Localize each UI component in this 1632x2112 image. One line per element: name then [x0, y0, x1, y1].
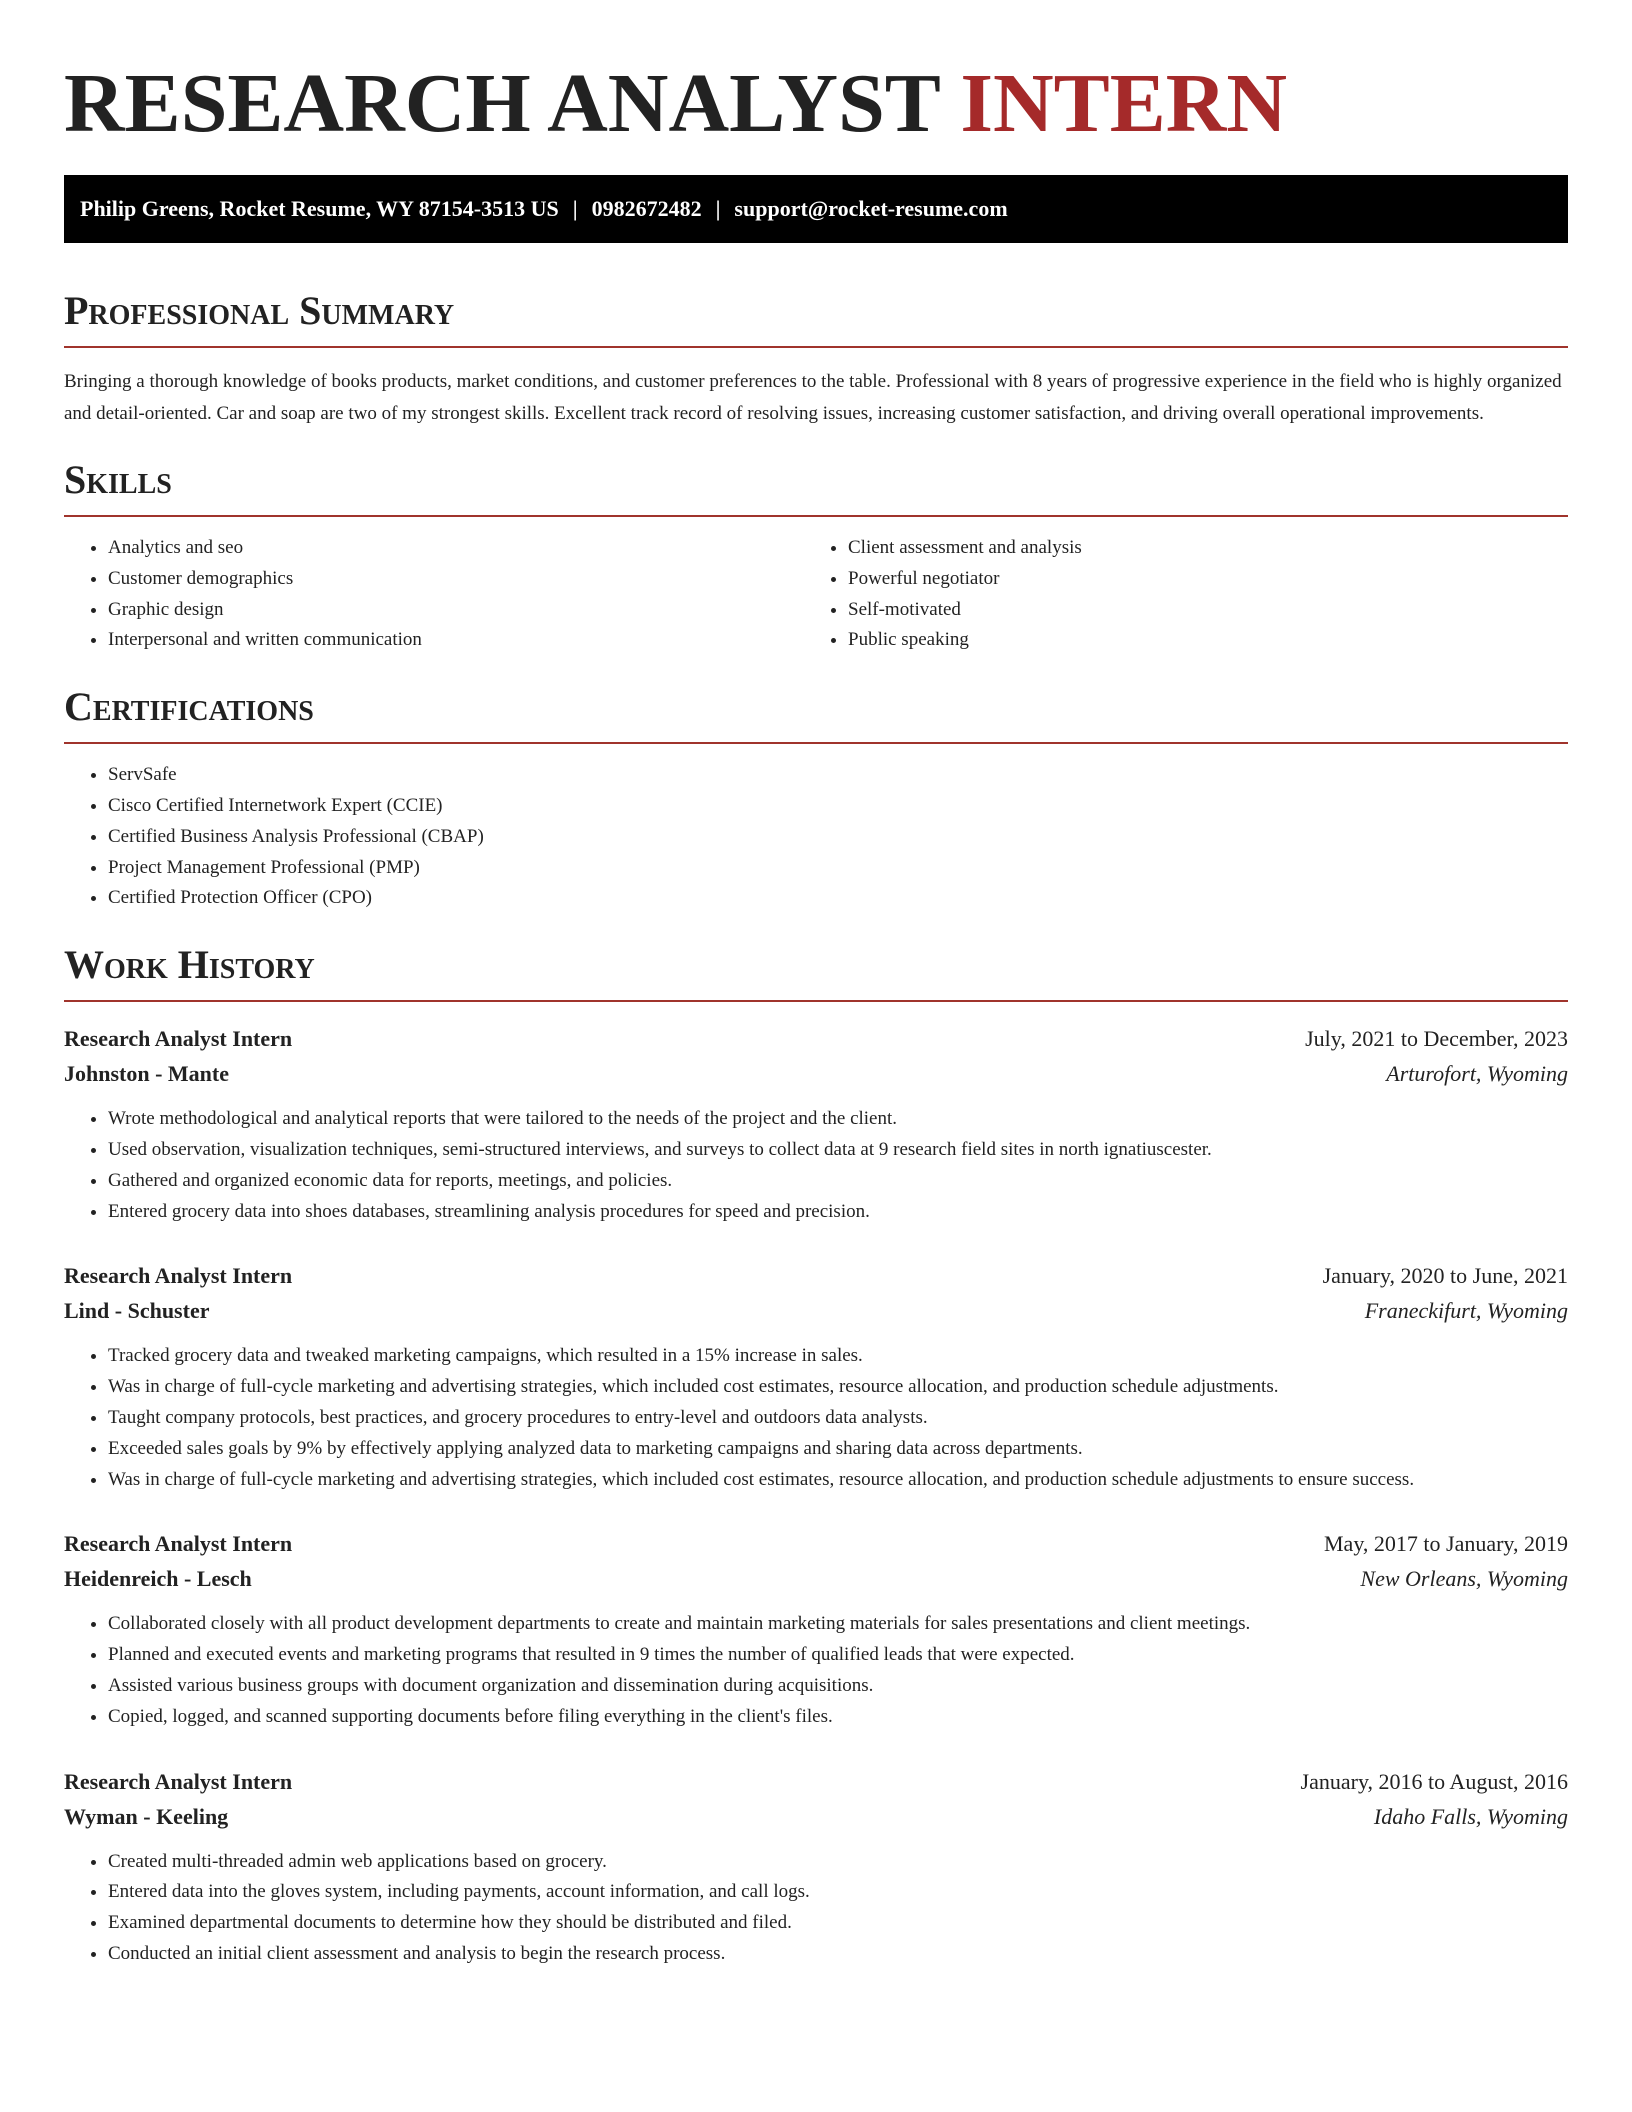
job-company: Lind - Schuster	[64, 1298, 210, 1324]
job-bullet: • Taught company protocols, best practices, and grocery procedures to entry-level and outdoors data analysts.	[108, 1403, 1568, 1434]
job-subheader	[64, 1799, 1568, 1835]
skill-item: • Client assessment and analysis	[848, 533, 1544, 564]
job-title: Research Analyst Intern	[64, 1768, 293, 1794]
job-company: Johnston - Mante	[64, 1061, 230, 1087]
summary-text: Bringing a thorough knowledge of books products, market conditions, and customer preferences to the table. Professional with 8 years of progressive experience in the field who is highly organized and detail-oriented. Car and soap are two of my strongest skills. Excellent track record of resolving issues, increasing customer satisfaction, and driving overall operational improvements.	[64, 371, 1562, 424]
skill-item: • Self-motivated	[848, 595, 1544, 626]
contact-email: support@rocket-resume.com	[734, 196, 1008, 221]
job-entry	[64, 1527, 1568, 1732]
job-bullets	[64, 1609, 1568, 1732]
job-bullet: • Wrote methodological and analytical reports that were tailored to the needs of the project and the client.	[108, 1104, 1568, 1135]
job-bullet: • Copied, logged, and scanned supporting documents before filing everything in the client's files.	[108, 1702, 1568, 1733]
certification-item: • Certified Business Analysis Professional (CBAP)	[108, 822, 1568, 853]
job-dates: January, 2020 to June, 2021	[1322, 1263, 1568, 1289]
skills-columns	[64, 533, 1568, 656]
job-company: Wyman - Keeling	[64, 1803, 229, 1829]
job-bullets	[64, 1104, 1568, 1227]
job-bullet: • Planned and executed events and marketing programs that resulted in 9 times the number of qualified leads that were expected.	[108, 1640, 1568, 1671]
section-divider	[64, 742, 1568, 744]
job-dates: May, 2017 to January, 2019	[1324, 1531, 1568, 1557]
job-subheader	[64, 1293, 1568, 1329]
contact-phone: 0982672482	[591, 196, 702, 221]
job-subheader	[64, 1056, 1568, 1092]
skills-right-column	[804, 533, 1544, 656]
job-bullet: • Was in charge of full-cycle marketing and advertising strategies, which included cost estimates, resource allocation, and production schedule adjustments.	[108, 1372, 1568, 1403]
job-bullet: • Created multi-threaded admin web applications based on grocery.	[108, 1847, 1568, 1878]
job-subheader	[64, 1561, 1568, 1597]
job-header	[64, 1765, 1568, 1799]
title-accent: INTERN	[960, 57, 1288, 150]
certification-item: • Project Management Professional (PMP)	[108, 853, 1568, 884]
skill-item: • Analytics and seo	[108, 533, 804, 564]
job-entry	[64, 1765, 1568, 1970]
contact-bar	[64, 175, 1568, 243]
job-location: Franeckifurt, Wyoming	[1364, 1298, 1568, 1324]
job-location: Idaho Falls, Wyoming	[1373, 1803, 1568, 1829]
job-title: Research Analyst Intern	[64, 1263, 293, 1289]
job-header	[64, 1259, 1568, 1293]
job-bullet: • Tracked grocery data and tweaked marketing campaigns, which resulted in a 15% increase in sales.	[108, 1341, 1568, 1372]
contact-address: Philip Greens, Rocket Resume, WY 87154-3513 US	[80, 196, 559, 221]
skill-item: • Public speaking	[848, 625, 1544, 656]
certification-item: • Cisco Certified Internetwork Expert (CCIE)	[108, 791, 1568, 822]
skills-left-list	[64, 533, 804, 656]
skill-item: • Graphic design	[108, 595, 804, 626]
job-entry	[64, 1259, 1568, 1495]
job-company: Heidenreich - Lesch	[64, 1566, 252, 1592]
resume-page	[64, 0, 1568, 1970]
job-header	[64, 1527, 1568, 1561]
job-bullet: • Examined departmental documents to determine how they should be distributed and filed.	[108, 1908, 1568, 1939]
skill-item: • Interpersonal and written communication	[108, 625, 804, 656]
work-history-heading: Work History	[64, 942, 315, 988]
job-bullet: • Gathered and organized economic data for reports, meetings, and policies.	[108, 1166, 1568, 1197]
resume-title	[64, 0, 1568, 152]
section-divider	[64, 1000, 1568, 1002]
contact-separator: |	[572, 196, 578, 221]
summary-section	[64, 288, 1568, 429]
job-entry	[64, 1022, 1568, 1227]
certifications-list	[64, 760, 1568, 914]
title-main: RESEARCH ANALYST	[64, 57, 940, 150]
job-location: Arturofort, Wyoming	[1386, 1061, 1568, 1087]
job-bullet: • Used observation, visualization techniques, semi-structured interviews, and surveys to collect data at 9 research field sites in north ignatiuscester.	[108, 1135, 1568, 1166]
job-dates: January, 2016 to August, 2016	[1300, 1768, 1568, 1794]
skill-item: • Powerful negotiator	[848, 564, 1544, 595]
job-bullet: • Exceeded sales goals by 9% by effectively applying analyzed data to marketing campaigns and sharing data across departments.	[108, 1434, 1568, 1465]
section-divider	[64, 515, 1568, 517]
certification-item: • ServSafe	[108, 760, 1568, 791]
certification-item: • Certified Protection Officer (CPO)	[108, 883, 1568, 914]
job-dates: July, 2021 to December, 2023	[1305, 1026, 1568, 1052]
skills-heading: Skills	[64, 457, 172, 502]
job-bullet: • Was in charge of full-cycle marketing and advertising strategies, which included cost estimates, resource allocation, and production schedule adjustments to ensure success.	[108, 1465, 1568, 1496]
job-bullet: • Conducted an initial client assessment and analysis to begin the research process.	[108, 1939, 1568, 1970]
job-header	[64, 1022, 1568, 1056]
contact-separator: |	[715, 196, 721, 221]
skills-left-column	[64, 533, 804, 656]
section-divider	[64, 346, 1568, 348]
skills-right-list	[804, 533, 1544, 656]
job-bullet: • Assisted various business groups with document organization and dissemination during acquisitions.	[108, 1671, 1568, 1702]
job-title: Research Analyst Intern	[64, 1531, 293, 1557]
job-location: New Orleans, Wyoming	[1360, 1566, 1568, 1592]
job-title: Research Analyst Intern	[64, 1026, 293, 1052]
skill-item: • Customer demographics	[108, 564, 804, 595]
skills-section	[64, 457, 1568, 656]
job-bullet: • Entered data into the gloves system, including payments, account information, and call logs.	[108, 1877, 1568, 1908]
certifications-heading: Certifications	[64, 684, 314, 730]
work-history-section	[64, 942, 1568, 1970]
job-bullets	[64, 1847, 1568, 1970]
certifications-section	[64, 684, 1568, 914]
job-bullet: • Collaborated closely with all product development departments to create and maintain marketing materials for sales presentations and client meetings.	[108, 1609, 1568, 1640]
summary-heading: Professional Summary	[64, 288, 455, 333]
job-bullet: • Entered grocery data into shoes databases, streamlining analysis procedures for speed and precision.	[108, 1197, 1568, 1228]
job-bullets	[64, 1341, 1568, 1495]
